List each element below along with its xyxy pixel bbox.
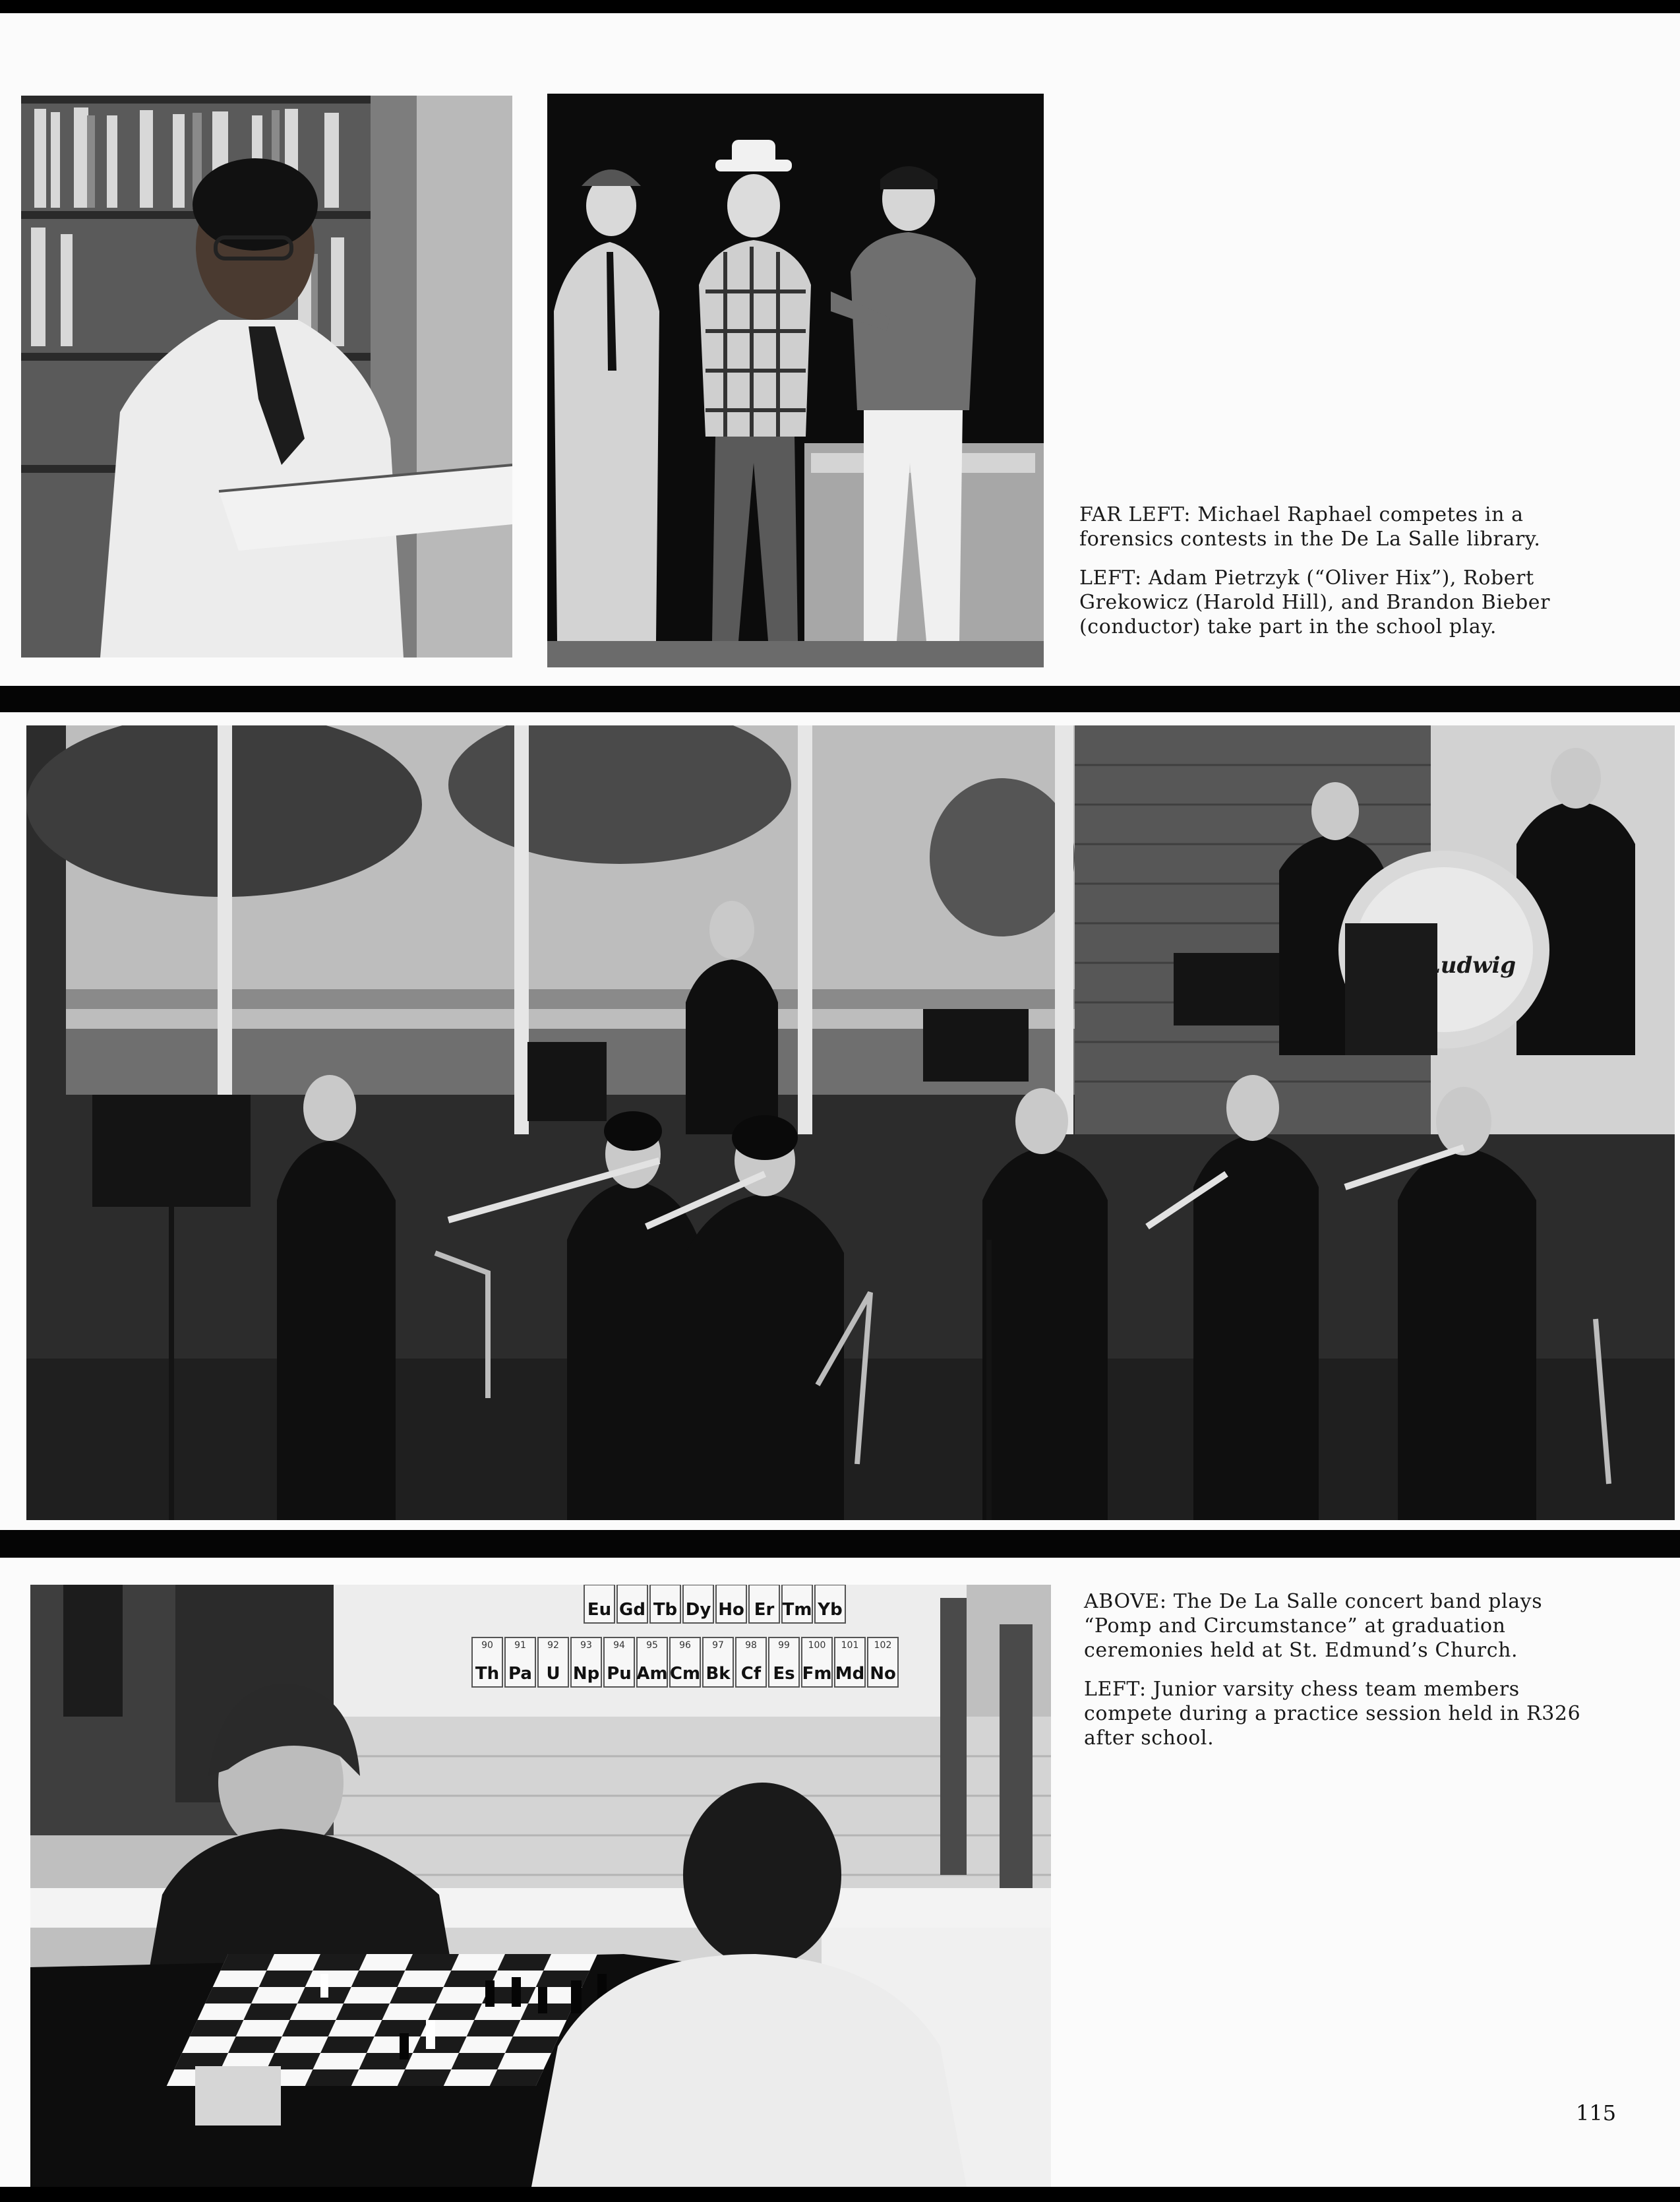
element-number: 91 [514, 1640, 526, 1651]
element-symbol: Bk [705, 1664, 731, 1684]
element-number: 98 [745, 1640, 757, 1651]
element-number: 97 [712, 1640, 724, 1651]
drum-brand-label: Ludwig [1424, 952, 1516, 979]
element-cell-md [835, 1637, 865, 1687]
element-symbol: Dy [685, 1600, 711, 1620]
element-symbol: Tm [782, 1600, 812, 1620]
caption-top [1079, 503, 1580, 654]
element-cell-cm [670, 1637, 700, 1687]
element-symbol: Ho [718, 1600, 744, 1620]
element-cell-gd [617, 1585, 647, 1623]
element-number: 102 [874, 1640, 892, 1651]
caption-above-band: ABOVE: The De La Salle concert band plays “Pomp and Circumstance” at graduation ceremonies held at St. Edmund’s Church. [1084, 1590, 1543, 1662]
element-symbol: Pa [508, 1664, 532, 1684]
element-cell-pa [505, 1637, 535, 1687]
element-cell-ho [716, 1585, 746, 1623]
caption-left-chess: LEFT: Junior varsity chess team members compete during a practice session held in R326 after school. [1084, 1678, 1581, 1750]
element-symbol: Yb [818, 1600, 843, 1620]
element-cell-yb [815, 1585, 845, 1623]
element-symbol: Fm [802, 1664, 832, 1684]
element-number: 90 [481, 1640, 493, 1651]
element-number: 101 [841, 1640, 859, 1651]
caption-left-play: LEFT: Adam Pietrzyk (“Oliver Hix”), Robert Grekowicz (Harold Hill), and Brandon Bieber (conductor) take part in the school play. [1079, 566, 1551, 638]
divider-band [0, 1530, 1680, 1558]
element-symbol: Np [572, 1664, 600, 1684]
yearbook-page [0, 13, 1680, 2187]
element-cell-am [636, 1637, 667, 1687]
element-symbol: Tb [653, 1600, 678, 1620]
photo-chess-practice [30, 1585, 1051, 2187]
photo-school-play [547, 94, 1044, 667]
element-cell-np [571, 1637, 601, 1687]
caption-far-left: FAR LEFT: Michael Raphael competes in a forensics contests in the De La Salle library. [1079, 503, 1541, 551]
element-number: 95 [646, 1640, 658, 1651]
photo-forensics-library [21, 96, 512, 658]
element-cell-dy [683, 1585, 713, 1623]
divider-band [0, 686, 1680, 712]
element-number: 93 [580, 1640, 592, 1651]
caption-bottom [1084, 1589, 1585, 1765]
element-symbol: Th [475, 1664, 500, 1684]
element-symbol: Am [636, 1664, 668, 1684]
element-symbol: Eu [587, 1600, 612, 1620]
element-symbol: Cf [740, 1664, 762, 1684]
element-cell-cf [736, 1637, 766, 1687]
element-cell-u [538, 1637, 568, 1687]
element-symbol: No [870, 1664, 896, 1684]
element-symbol: Er [754, 1600, 775, 1620]
element-number: 94 [613, 1640, 625, 1651]
element-symbol: Gd [619, 1600, 645, 1620]
photo-concert-band [26, 725, 1675, 1520]
element-cell-eu [584, 1585, 615, 1623]
element-number: 100 [808, 1640, 826, 1651]
element-symbol: Cm [669, 1664, 701, 1684]
element-cell-es [769, 1637, 799, 1687]
element-cell-bk [703, 1637, 733, 1687]
element-cell-tm [782, 1585, 812, 1623]
element-cell-er [749, 1585, 779, 1623]
element-symbol: Es [773, 1664, 795, 1684]
element-number: 99 [778, 1640, 790, 1651]
element-number: 96 [679, 1640, 691, 1651]
element-cell-fm [802, 1637, 832, 1687]
element-symbol: Pu [607, 1664, 632, 1684]
element-symbol: Md [835, 1664, 865, 1684]
page-number: 115 [1576, 2100, 1617, 2126]
element-cell-no [868, 1637, 898, 1687]
element-symbol: U [546, 1664, 560, 1684]
element-cell-pu [604, 1637, 634, 1687]
element-number: 92 [547, 1640, 559, 1651]
element-cell-tb [650, 1585, 680, 1623]
element-cell-th [472, 1637, 502, 1687]
